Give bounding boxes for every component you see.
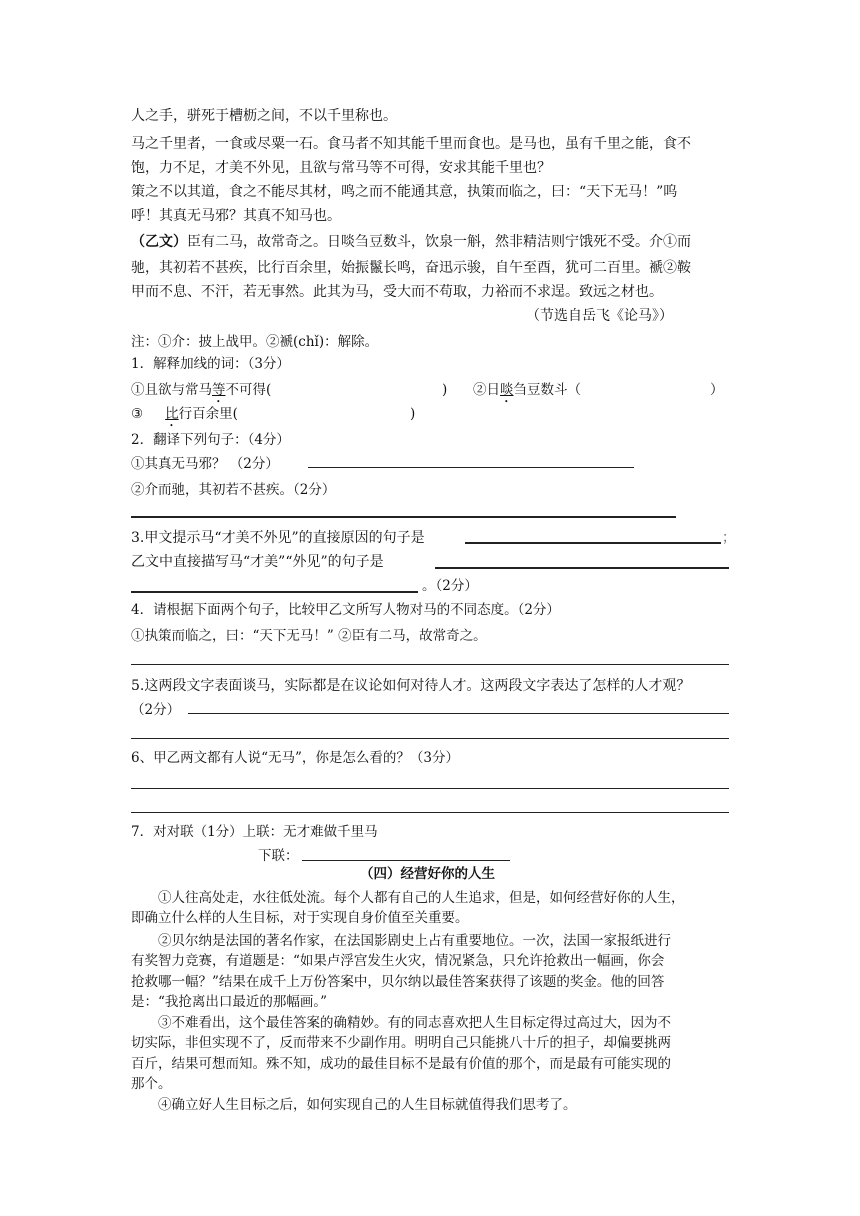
- q2-answer-line-a[interactable]: [308, 467, 634, 468]
- q7-line-2: 下联：: [258, 848, 299, 864]
- q3-answer-line-1[interactable]: [465, 542, 721, 544]
- q4-line-1: 4．请根据下面两个句子，比较甲乙文所写人物对马的不同态度。（2分）: [131, 602, 560, 618]
- q1-title: 1．解释加线的词：（3分）: [131, 356, 290, 372]
- q1-underlined-word-a: 等: [212, 382, 226, 398]
- essay-p1-b: 即确立什么样的人生目标，对于实现自身价值至关重要。: [131, 910, 469, 926]
- essay-p2-b: 有奖智力竞赛，有道题是：“如果卢浮宫发生火灾，情况紧急，只允许抢救出一幅画，你会: [131, 953, 665, 969]
- q1-underlined-word-c: 比: [165, 406, 179, 422]
- q6-line-1: 6、甲乙两文都有人说“无马”，你是怎么看的？（3分）: [131, 750, 459, 766]
- essay-p2-c: 抢救哪一幅？”结果在成千上万份答案中，贝尔纳以最佳答案获得了该题的奖金。他的回答: [131, 974, 665, 990]
- essay-p3-c: 百斤，结果可想而知。殊不知，成功的最佳目标不是最有价值的那个，而是最有可能实现的: [131, 1056, 671, 1072]
- essay-p2-a: ②贝尔纳是法国的著名作家，在法国影剧史上占有重要地位。一次，法国一家报纸进行: [158, 933, 671, 949]
- jia-line-1: 人之手，骈死于槽枥之间，不以千里称也。: [131, 108, 397, 124]
- q5-answer-line-1[interactable]: [188, 713, 729, 714]
- essay-p3-d: 那个。: [131, 1076, 172, 1092]
- yi-line-3: 甲而不息、不汗，若无事然。此其为马，受大而不苟取，力裕而不求逞。致远之材也。: [131, 284, 663, 300]
- annotation-note: 注：①介：披上战甲。②褫(chǐ)：解除。: [131, 334, 379, 350]
- q6-answer-line-1[interactable]: [131, 788, 729, 789]
- essay-p4-a: ④确立好人生目标之后，如何实现自己的人生目标就值得我们思考了。: [158, 1097, 577, 1113]
- yi-source: （节选自岳飞《论马》）: [526, 308, 673, 324]
- q3-line-3-end: 。（2分）: [422, 578, 478, 594]
- yi-line-1: [131, 232, 691, 252]
- jia-line-4: 策之不以其道，食之不能尽其材，鸣之而不能通其意，执策而临之，曰：“天下无马！”呜: [131, 184, 678, 200]
- q3-answer-line-3[interactable]: [131, 591, 418, 593]
- q1-close-b: ）: [710, 382, 724, 398]
- q2-item-a: ①其真无马邪？ （2分）: [131, 456, 279, 472]
- jia-line-2: 马之千里者，一食或尽粟一石。食马者不知其能千里而食也。是马也，虽有千里之能，食不: [131, 136, 691, 152]
- jia-line-3: 饱，力不足，才美不外见，且欲与常马等不可得，安求其能千里也？: [131, 160, 551, 176]
- q1-item-b: ②日啖刍豆数斗（: [473, 382, 581, 398]
- q2-answer-line-b[interactable]: [131, 516, 676, 518]
- q1-underlined-word-b: 啖: [500, 382, 514, 398]
- yi-label: （乙文）: [131, 234, 187, 250]
- q1-item-c: ③ 比行百余里(: [131, 406, 238, 422]
- essay-p1-a: ①人往高处走，水往低处流。每个人都有自己的人生追求，但是，如何经营好你的人生，: [158, 890, 685, 906]
- q1-item-a: ①且欲与常马等不可得(: [131, 382, 272, 398]
- q5-line-2: （2分）: [131, 702, 181, 718]
- q2-item-b: ②介而驰，其初若不甚疾。（2分）: [131, 482, 336, 498]
- q3-line-1-end: ；: [723, 530, 733, 546]
- q3-line-1: 3.甲文提示马“才美不外见”的直接原因的句子是: [131, 530, 425, 546]
- q5-line-1: 5.这两段文字表面谈马，实际都是在议论如何对待人才。这两段文字表达了怎样的人才观？: [131, 678, 691, 694]
- essay-p3-b: 切实际，非但实现不了，反而带来不少副作用。明明自己只能挑八十斤的担子，却偏要挑两: [131, 1035, 671, 1051]
- q4-line-2: ①执策而临之，曰：“天下无马！” ②臣有二马，故常奇之。: [131, 628, 487, 644]
- q1-close-c: ): [410, 406, 416, 422]
- q3-line-2: 乙文中直接描写马“才美”“外见”的句子是: [131, 554, 384, 570]
- essay-title: （四）经营好你的人生: [360, 866, 495, 882]
- essay-p3-a: ③不难看出，这个最佳答案的确精妙。有的同志喜欢把人生目标定得过高过大，因为不: [158, 1015, 671, 1031]
- q3-answer-line-2[interactable]: [435, 567, 729, 569]
- q7-answer-line[interactable]: [302, 860, 510, 861]
- q4-answer-line[interactable]: [131, 664, 729, 665]
- q6-answer-line-2[interactable]: [131, 812, 729, 813]
- q1-close-a: ): [442, 382, 448, 398]
- q2-title: 2．翻译下列句子：（4分）: [131, 432, 290, 448]
- jia-line-5: 呼！其真无马邪？其真不知马也。: [131, 208, 341, 224]
- essay-p2-d: 是：“我抢离出口最近的那幅画。”: [131, 994, 328, 1010]
- q5-answer-line-2[interactable]: [131, 738, 729, 739]
- yi-line-2: 驰，其初若不甚疾，比行百余里，始振鬣长鸣，奋迅示骏，自午至酉，犹可二百里。褫②鞍: [131, 260, 691, 276]
- q7-line-1: 7．对对联（1分）上联：无才难做千里马: [131, 824, 378, 840]
- yi-text-1: 臣有二马，故常奇之。日啖刍豆数斗，饮泉一斛，然非精洁则宁饿死不受。介①而: [187, 234, 691, 250]
